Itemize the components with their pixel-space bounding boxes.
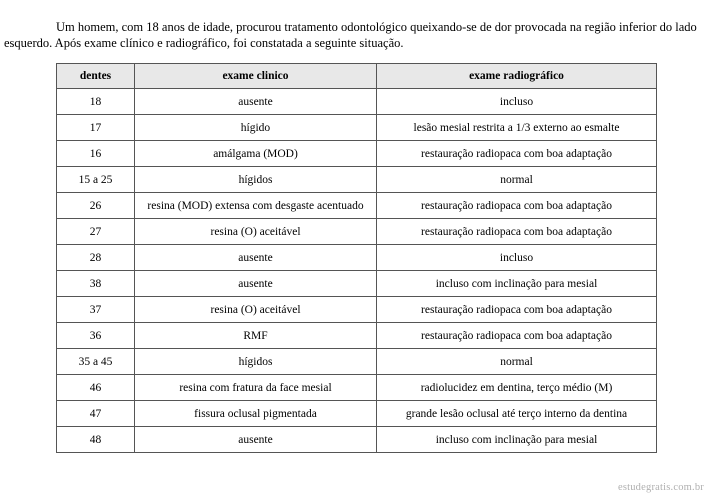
cell-exame-clinico: resina (O) aceitável — [135, 219, 377, 245]
cell-exame-clinico: resina (O) aceitável — [135, 297, 377, 323]
cell-dente: 15 a 25 — [57, 167, 135, 193]
cell-exame-radiografico: incluso — [377, 89, 657, 115]
cell-exame-radiografico: restauração radiopaca com boa adaptação — [377, 193, 657, 219]
table-row — [57, 427, 657, 453]
cell-exame-clinico: fissura oclusal pigmentada — [135, 401, 377, 427]
table-row — [57, 245, 657, 271]
cell-exame-clinico: ausente — [135, 427, 377, 453]
cell-dente: 47 — [57, 401, 135, 427]
table-row — [57, 115, 657, 141]
cell-exame-radiografico: normal — [377, 349, 657, 375]
cell-exame-clinico: amálgama (MOD) — [135, 141, 377, 167]
site-watermark: estudegratis.com.br — [617, 481, 704, 493]
cell-exame-clinico: hígidos — [135, 349, 377, 375]
table-row — [57, 193, 657, 219]
cell-dente: 16 — [57, 141, 135, 167]
column-header-dentes: dentes — [57, 64, 135, 89]
cell-dente: 18 — [57, 89, 135, 115]
table-row — [57, 141, 657, 167]
cell-dente: 35 a 45 — [57, 349, 135, 375]
table-header-row — [57, 64, 657, 89]
table-header — [57, 64, 657, 89]
cell-dente: 36 — [57, 323, 135, 349]
cell-exame-radiografico: restauração radiopaca com boa adaptação — [377, 323, 657, 349]
cell-exame-radiografico: incluso com inclinação para mesial — [377, 427, 657, 453]
cell-exame-clinico: hígido — [135, 115, 377, 141]
cell-exame-radiografico: normal — [377, 167, 657, 193]
cell-dente: 28 — [57, 245, 135, 271]
cell-dente: 37 — [57, 297, 135, 323]
cell-exame-radiografico: restauração radiopaca com boa adaptação — [377, 297, 657, 323]
dental-findings-table — [56, 63, 657, 453]
cell-dente: 27 — [57, 219, 135, 245]
table-row — [57, 89, 657, 115]
cell-dente: 26 — [57, 193, 135, 219]
cell-dente: 46 — [57, 375, 135, 401]
cell-exame-clinico: resina com fratura da face mesial — [135, 375, 377, 401]
intro-text: Um homem, com 18 anos de idade, procurou tratamento odontológico queixando-se de dor provocada na região inferior do lado esquerdo. Após exame clínico e radiográfico, foi constatada a seguinte situação. — [4, 19, 700, 50]
column-header-exame-clinico: exame clinico — [135, 64, 377, 89]
cell-dente: 48 — [57, 427, 135, 453]
cell-exame-radiografico: restauração radiopaca com boa adaptação — [377, 219, 657, 245]
table-row — [57, 375, 657, 401]
table-row — [57, 349, 657, 375]
table-row — [57, 219, 657, 245]
cell-exame-clinico: ausente — [135, 89, 377, 115]
table-row — [57, 271, 657, 297]
document-page — [0, 13, 714, 499]
table-body — [57, 89, 657, 453]
cell-exame-radiografico: radiolucidez em dentina, terço médio (M) — [377, 375, 657, 401]
cell-dente: 17 — [57, 115, 135, 141]
intro-paragraph — [0, 13, 714, 51]
table-row — [57, 167, 657, 193]
cell-exame-radiografico: restauração radiopaca com boa adaptação — [377, 141, 657, 167]
cell-exame-clinico: ausente — [135, 245, 377, 271]
table-row — [57, 401, 657, 427]
cell-exame-clinico: ausente — [135, 271, 377, 297]
cell-exame-clinico: RMF — [135, 323, 377, 349]
cell-exame-radiografico: grande lesão oclusal até terço interno da dentina — [377, 401, 657, 427]
cell-exame-radiografico: incluso com inclinação para mesial — [377, 271, 657, 297]
table-row — [57, 297, 657, 323]
cell-dente: 38 — [57, 271, 135, 297]
cell-exame-clinico: resina (MOD) extensa com desgaste acentuado — [135, 193, 377, 219]
dental-table-container — [0, 63, 714, 453]
cell-exame-clinico: hígidos — [135, 167, 377, 193]
cell-exame-radiografico: lesão mesial restrita a 1/3 externo ao esmalte — [377, 115, 657, 141]
cell-exame-radiografico: incluso — [377, 245, 657, 271]
column-header-exame-radiografico: exame radiográfico — [377, 64, 657, 89]
table-row — [57, 323, 657, 349]
